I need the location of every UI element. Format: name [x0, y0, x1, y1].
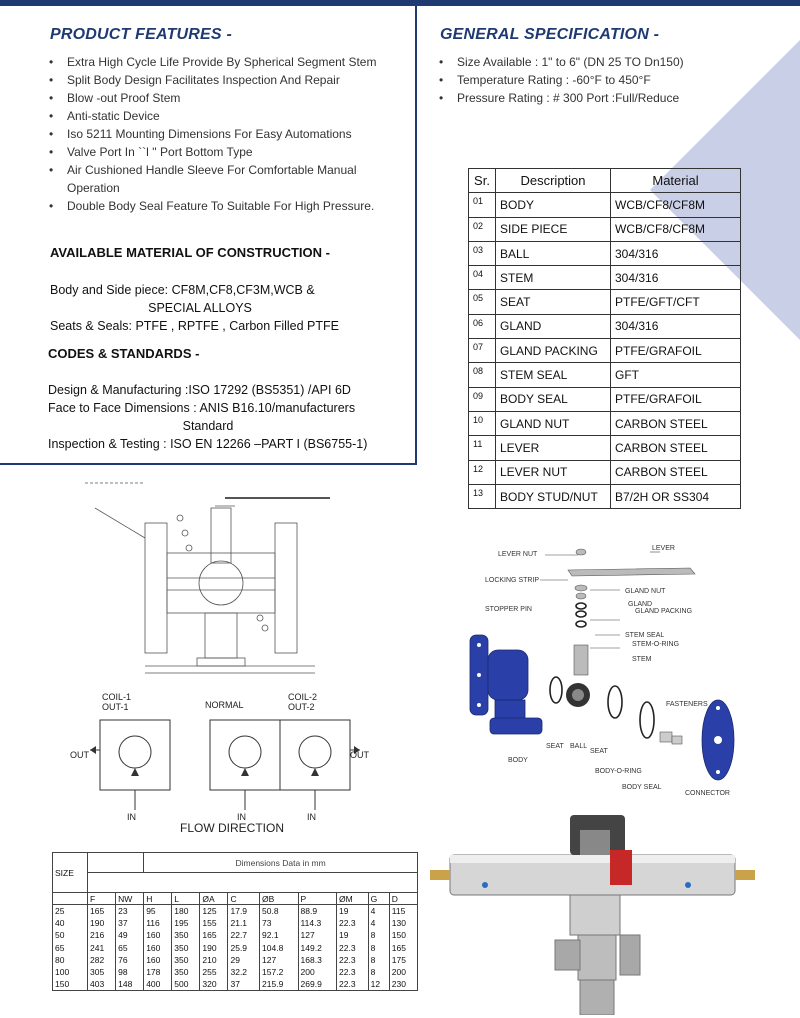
label-ball: BALL: [570, 743, 588, 750]
cell-size: 25: [53, 905, 88, 917]
cell-description: SIDE PIECE: [496, 217, 611, 241]
table-row: [53, 905, 418, 917]
table-row: [469, 363, 741, 387]
cell-description: LEVER NUT: [496, 460, 611, 484]
table-cell: 114.3: [298, 917, 337, 929]
table-row: [469, 314, 741, 338]
label-coil-1: COIL-1: [102, 692, 132, 702]
size-label: SIZE: [53, 853, 88, 893]
label-stem-o-ring: STEM-O-RING: [632, 641, 680, 648]
feature-item: • Air Cushioned Handle Sleeve For Comfortable Manual Operation: [47, 161, 397, 197]
table-cell: 216: [88, 929, 116, 941]
cell-description: GLAND PACKING: [496, 339, 611, 363]
table-cell: 22.3: [337, 954, 369, 966]
table-cell: 37: [116, 917, 144, 929]
label-gland-nut: GLAND NUT: [625, 588, 666, 595]
table-cell: 350: [172, 929, 200, 941]
label-out-right: OUT: [350, 750, 369, 760]
dimension-table: [52, 852, 418, 991]
cell-sr: 13: [469, 484, 496, 508]
table-cell: 155: [200, 917, 228, 929]
spec-item: • Pressure Rating : # 300 Port :Full/Reduce: [437, 89, 737, 107]
header-sr: Sr.: [469, 169, 496, 193]
table-cell: 210: [200, 954, 228, 966]
spec-item: • Size Available : 1" to 6" (DN 25 TO Dn150): [437, 53, 737, 71]
table-cell: 19: [337, 929, 369, 941]
header-d: D: [389, 893, 417, 905]
table-cell: 157.2: [260, 966, 299, 978]
flow-direction-title: FLOW DIRECTION: [180, 821, 284, 835]
flow-direction-diagram: [60, 690, 380, 840]
cell-sr: 05: [469, 290, 496, 314]
exploded-view: [460, 540, 798, 800]
cell-description: STEM SEAL: [496, 363, 611, 387]
table-cell: 190: [88, 917, 116, 929]
header-nw: NW: [116, 893, 144, 905]
cell-size: 50: [53, 929, 88, 941]
table-cell: 160: [144, 954, 172, 966]
table-cell: 269.9: [298, 978, 337, 990]
table-cell: 22.3: [337, 941, 369, 953]
table-cell: 130: [389, 917, 417, 929]
cell-material: PTFE/GRAFOIL: [611, 387, 741, 411]
table-cell: 403: [88, 978, 116, 990]
general-spec-title: GENERAL SPECIFICATION -: [440, 26, 660, 43]
table-cell: 49: [116, 929, 144, 941]
table-cell: 350: [172, 954, 200, 966]
table-cell: 175: [389, 954, 417, 966]
cell-sr: 10: [469, 411, 496, 435]
header-h: H: [144, 893, 172, 905]
table-cell: 160: [144, 941, 172, 953]
cell-material: CARBON STEEL: [611, 411, 741, 435]
table-cell: 350: [172, 966, 200, 978]
table-row: [469, 411, 741, 435]
codes-face-line-cont: Standard: [182, 419, 234, 433]
table-cell: 168.3: [298, 954, 337, 966]
table-row: [469, 387, 741, 411]
table-row: [469, 217, 741, 241]
label-stem: STEM: [632, 656, 652, 663]
dimension-caption-row: [53, 853, 418, 873]
table-row: [53, 917, 418, 929]
label-body-seal: BODY SEAL: [622, 784, 662, 791]
table-cell: 241: [88, 941, 116, 953]
label-out-1: OUT-1: [102, 702, 129, 712]
dimension-spacer-row: [53, 873, 418, 893]
table-row: [469, 484, 741, 508]
cell-sr: 08: [469, 363, 496, 387]
label-out-2: OUT-2: [288, 702, 315, 712]
table-cell: 23: [116, 905, 144, 917]
feature-item: • Double Body Seal Feature To Suitable For High Pressure.: [47, 197, 397, 215]
general-spec-list: [437, 53, 737, 107]
table-cell: 115: [389, 905, 417, 917]
header-material: Material: [611, 169, 741, 193]
table-cell: 127: [298, 929, 337, 941]
cell-sr: 04: [469, 266, 496, 290]
feature-item: • Iso 5211 Mounting Dimensions For Easy Automations: [47, 125, 397, 143]
table-cell: 255: [200, 966, 228, 978]
label-stopper-pin: STOPPER PIN: [485, 606, 532, 613]
cell-material: GFT: [611, 363, 741, 387]
dimension-body: [53, 905, 418, 991]
label-lever: LEVER: [652, 545, 675, 552]
cell-sr: 09: [469, 387, 496, 411]
cell-size: 80: [53, 954, 88, 966]
table-cell: 230: [389, 978, 417, 990]
actuated-valve-image: [430, 810, 770, 1015]
cell-material: 304/316: [611, 241, 741, 265]
table-cell: 178: [144, 966, 172, 978]
label-in-3: IN: [307, 812, 316, 822]
cell-sr: 11: [469, 436, 496, 460]
cell-material: CARBON STEEL: [611, 436, 741, 460]
sectional-drawing: [85, 478, 340, 683]
label-out-left: OUT: [70, 750, 89, 760]
table-cell: 22.3: [337, 917, 369, 929]
label-locking-strip: LOCKING STRIP: [485, 577, 540, 584]
table-cell: 160: [144, 929, 172, 941]
table-cell: 32.2: [228, 966, 260, 978]
cell-sr: 12: [469, 460, 496, 484]
label-seat-1: SEAT: [546, 743, 564, 750]
table-cell: 116: [144, 917, 172, 929]
header-description: Description: [496, 169, 611, 193]
header-m: ØM: [337, 893, 369, 905]
table-row: [469, 266, 741, 290]
table-row: [53, 954, 418, 966]
label-coil-2: COIL-2: [288, 692, 318, 702]
cell-sr: 06: [469, 314, 496, 338]
table-cell: 4: [368, 905, 389, 917]
table-row: [469, 290, 741, 314]
table-cell: 22.3: [337, 978, 369, 990]
table-cell: 4: [368, 917, 389, 929]
table-cell: 215.9: [260, 978, 299, 990]
cell-size: 40: [53, 917, 88, 929]
table-cell: 19: [337, 905, 369, 917]
table-cell: 73: [260, 917, 299, 929]
table-cell: 25.9: [228, 941, 260, 953]
cell-material: WCB/CF8/CF8M: [611, 217, 741, 241]
materials-body-line: Body and Side piece: CF8M,CF8,CF3M,WCB &: [50, 283, 315, 297]
table-cell: 125: [200, 905, 228, 917]
label-normal: NORMAL: [205, 700, 244, 710]
table-row: [469, 460, 741, 484]
cell-description: LEVER: [496, 436, 611, 460]
table-cell: 200: [298, 966, 337, 978]
table-row: [469, 193, 741, 217]
header-a: ØA: [200, 893, 228, 905]
feature-item: • Split Body Design Facilitates Inspection And Repair: [47, 71, 397, 89]
label-seat-2: SEAT: [590, 748, 608, 755]
materials-seats-line: Seats & Seals: PTFE , RPTFE , Carbon Filled PTFE: [50, 319, 339, 333]
table-cell: 88.9: [298, 905, 337, 917]
table-row: [53, 941, 418, 953]
codes-design-line: Design & Manufacturing :ISO 17292 (BS5351) /API 6D: [48, 383, 351, 397]
table-row: [469, 436, 741, 460]
table-cell: 165: [88, 905, 116, 917]
cell-material: PTFE/GFT/CFT: [611, 290, 741, 314]
table-cell: 12: [368, 978, 389, 990]
table-cell: 282: [88, 954, 116, 966]
codes-title: CODES & STANDARDS -: [48, 346, 200, 361]
product-features-list: [47, 53, 397, 215]
cell-sr: 07: [469, 339, 496, 363]
table-row: [53, 929, 418, 941]
header-c: C: [228, 893, 260, 905]
table-cell: 148: [116, 978, 144, 990]
dimension-header-row: [53, 893, 418, 905]
table-cell: 165: [389, 941, 417, 953]
table-cell: 37: [228, 978, 260, 990]
cell-material: B7/2H OR SS304: [611, 484, 741, 508]
label-fasteners: FASTENERS: [666, 701, 708, 708]
table-cell: 8: [368, 966, 389, 978]
header-l: L: [172, 893, 200, 905]
label-gland: GLAND: [628, 601, 653, 608]
codes-text: [48, 381, 368, 453]
table-cell: 21.1: [228, 917, 260, 929]
cell-description: GLAND NUT: [496, 411, 611, 435]
label-in-2: IN: [237, 812, 246, 822]
label-body-o-ring: BODY-O-RING: [595, 768, 642, 775]
cell-description: BODY SEAL: [496, 387, 611, 411]
cell-description: BALL: [496, 241, 611, 265]
cell-material: CARBON STEEL: [611, 460, 741, 484]
cell-sr: 03: [469, 241, 496, 265]
label-lever-nut: LEVER NUT: [498, 551, 538, 558]
cell-material: 304/316: [611, 266, 741, 290]
table-cell: 350: [172, 941, 200, 953]
materials-body-line-cont: SPECIAL ALLOYS: [148, 301, 252, 315]
codes-inspection-line: Inspection & Testing : ISO EN 12266 –PART I (BS6755-1): [48, 437, 368, 451]
table-cell: 8: [368, 929, 389, 941]
codes-face-line: Face to Face Dimensions : ANIS B16.10/manufacturers: [48, 401, 356, 415]
table-cell: 305: [88, 966, 116, 978]
table-row: [53, 978, 418, 990]
cell-material: PTFE/GRAFOIL: [611, 339, 741, 363]
cell-material: WCB/CF8/CF8M: [611, 193, 741, 217]
table-cell: 29: [228, 954, 260, 966]
table-cell: 150: [389, 929, 417, 941]
header-g: G: [368, 893, 389, 905]
table-cell: 149.2: [298, 941, 337, 953]
table-cell: 500: [172, 978, 200, 990]
table-cell: 400: [144, 978, 172, 990]
table-cell: 50.8: [260, 905, 299, 917]
label-stem-seal: STEM SEAL: [625, 632, 665, 639]
cell-sr: 01: [469, 193, 496, 217]
table-cell: 180: [172, 905, 200, 917]
table-cell: 320: [200, 978, 228, 990]
table-cell: 8: [368, 954, 389, 966]
feature-item: • Extra High Cycle Life Provide By Spherical Segment Stem: [47, 53, 397, 71]
cell-material: 304/316: [611, 314, 741, 338]
material-table: [468, 168, 741, 509]
cell-description: BODY: [496, 193, 611, 217]
dimension-caption: Dimensions Data in mm: [144, 853, 418, 873]
material-table-header: [469, 169, 741, 193]
feature-item: • Blow -out Proof Stem: [47, 89, 397, 107]
label-body: BODY: [508, 757, 528, 764]
cell-sr: 02: [469, 217, 496, 241]
table-cell: 127: [260, 954, 299, 966]
feature-item: • Valve Port In ``l '' Port Bottom Type: [47, 143, 397, 161]
header-b: ØB: [260, 893, 299, 905]
label-gland-packing: GLAND PACKING: [635, 608, 693, 615]
cell-description: SEAT: [496, 290, 611, 314]
table-cell: 104.8: [260, 941, 299, 953]
table-cell: 200: [389, 966, 417, 978]
label-connector: CONNECTOR: [685, 790, 730, 797]
table-cell: 76: [116, 954, 144, 966]
table-cell: 22.3: [337, 966, 369, 978]
cell-description: BODY STUD/NUT: [496, 484, 611, 508]
table-cell: 165: [200, 929, 228, 941]
cell-description: GLAND: [496, 314, 611, 338]
table-cell: 92.1: [260, 929, 299, 941]
table-cell: 8: [368, 941, 389, 953]
header-f: F: [88, 893, 116, 905]
label-in-1: IN: [127, 812, 136, 822]
product-features-title: PRODUCT FEATURES -: [50, 26, 232, 43]
table-cell: 17.9: [228, 905, 260, 917]
table-cell: 195: [172, 917, 200, 929]
cell-size: 100: [53, 966, 88, 978]
table-cell: 190: [200, 941, 228, 953]
header-p: P: [298, 893, 337, 905]
cell-size: 150: [53, 978, 88, 990]
cell-size: 65: [53, 941, 88, 953]
materials-text: [50, 281, 350, 335]
table-cell: 65: [116, 941, 144, 953]
table-row: [469, 339, 741, 363]
table-cell: 22.7: [228, 929, 260, 941]
spec-item: • Temperature Rating : -60°F to 450°F: [437, 71, 737, 89]
table-cell: 98: [116, 966, 144, 978]
table-row: [53, 966, 418, 978]
table-cell: 95: [144, 905, 172, 917]
table-row: [469, 241, 741, 265]
cell-description: STEM: [496, 266, 611, 290]
feature-item: • Anti-static Device: [47, 107, 397, 125]
materials-title: AVAILABLE MATERIAL OF CONSTRUCTION -: [50, 245, 330, 260]
